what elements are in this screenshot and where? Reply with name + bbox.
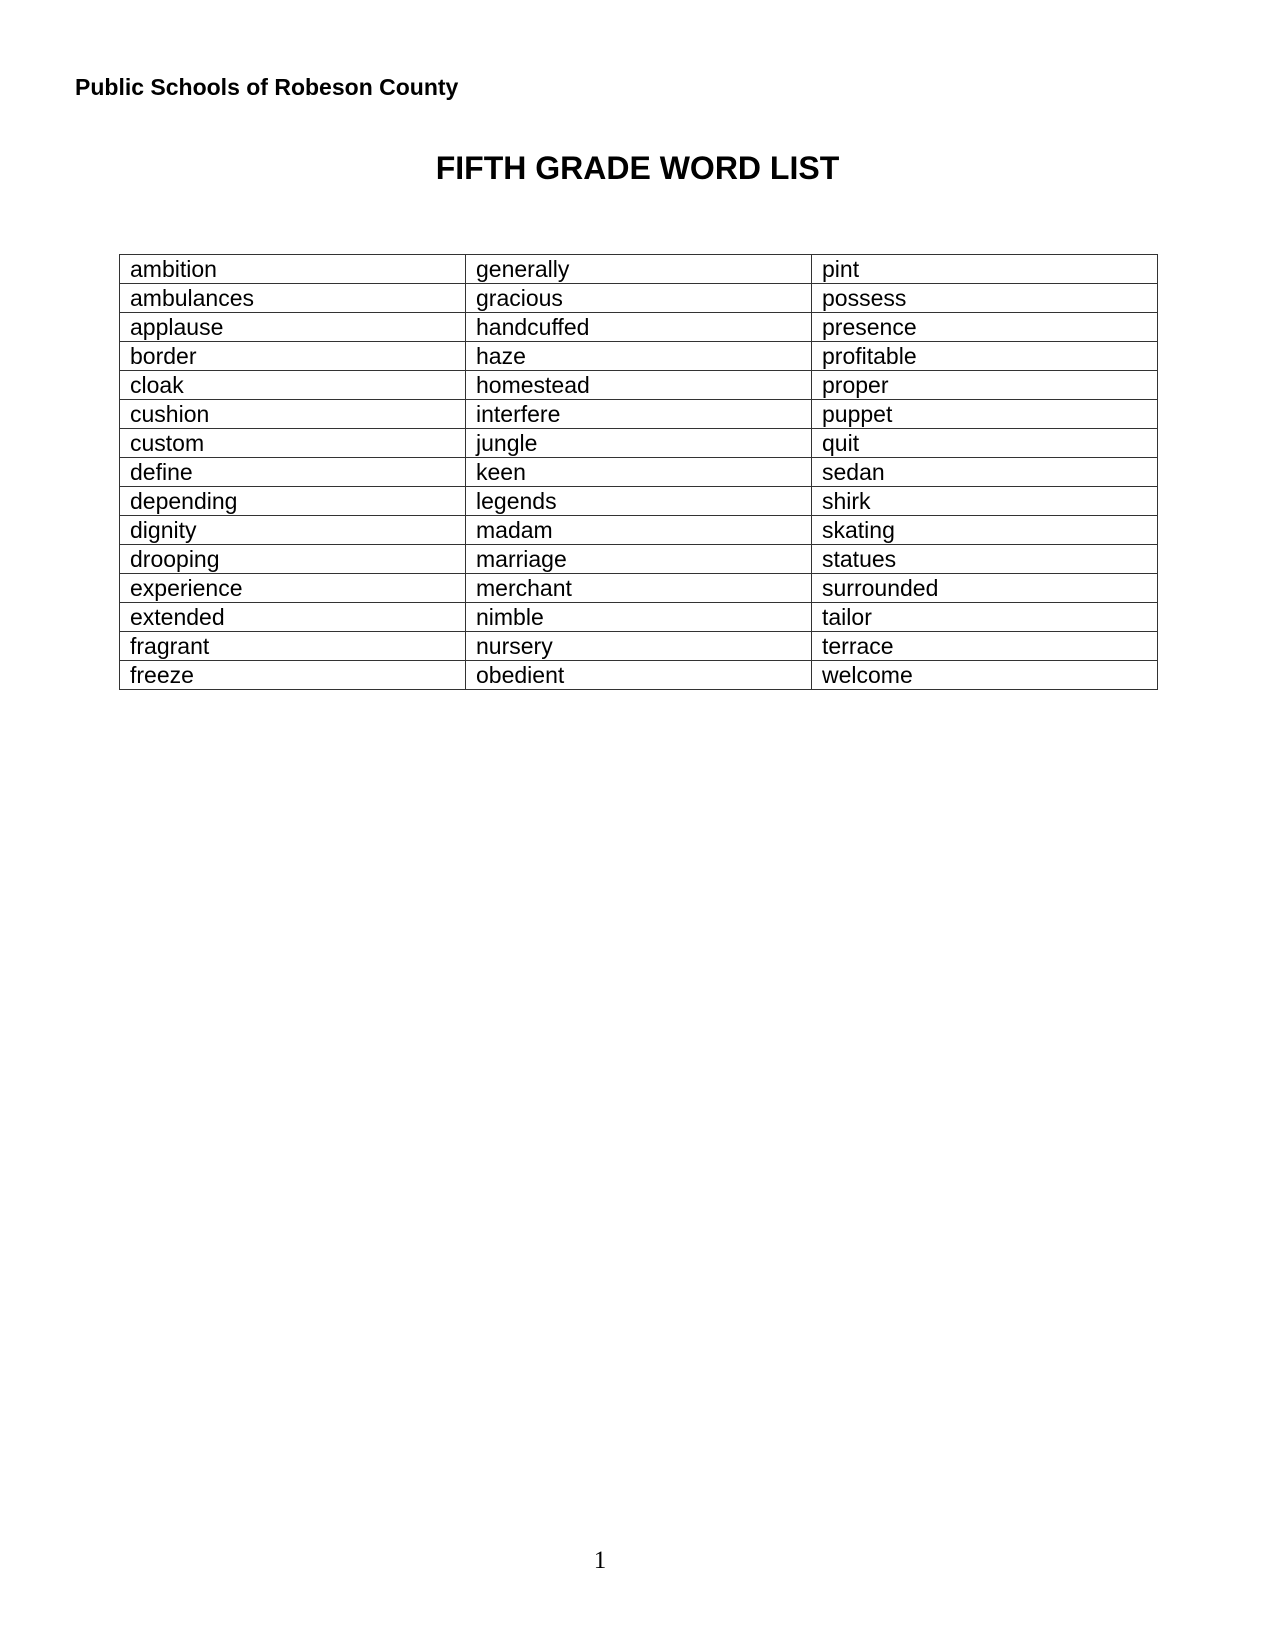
word-cell: homestead [466,371,812,400]
table-row [120,545,1158,574]
word-cell: experience [120,574,466,603]
word-cell: gracious [466,284,812,313]
word-cell: merchant [466,574,812,603]
word-cell: madam [466,516,812,545]
page-title: FIFTH GRADE WORD LIST [435,150,840,186]
word-cell: marriage [466,545,812,574]
word-cell: custom [120,429,466,458]
word-cell: handcuffed [466,313,812,342]
word-cell: terrace [812,632,1158,661]
table-row [120,313,1158,342]
word-cell: keen [466,458,812,487]
word-cell: border [120,342,466,371]
word-list-rows [120,255,1158,690]
table-row [120,371,1158,400]
word-cell: ambulances [120,284,466,313]
table-row [120,632,1158,661]
word-cell: profitable [812,342,1158,371]
table-row [120,255,1158,284]
word-cell: sedan [812,458,1158,487]
organization-header: Public Schools of Robeson County [75,74,459,100]
word-cell: surrounded [812,574,1158,603]
word-cell: tailor [812,603,1158,632]
word-cell: drooping [120,545,466,574]
table-row [120,574,1158,603]
word-cell: dignity [120,516,466,545]
table-row [120,458,1158,487]
word-cell: fragrant [120,632,466,661]
word-cell: possess [812,284,1158,313]
table-row [120,400,1158,429]
table-row [120,603,1158,632]
page-number: 1 [593,1547,607,1574]
word-cell: nursery [466,632,812,661]
word-cell: depending [120,487,466,516]
word-cell: generally [466,255,812,284]
word-cell: nimble [466,603,812,632]
word-cell: jungle [466,429,812,458]
word-cell: freeze [120,661,466,690]
word-cell: pint [812,255,1158,284]
table-row [120,661,1158,690]
table-row [120,342,1158,371]
word-cell: applause [120,313,466,342]
table-row [120,284,1158,313]
word-cell: ambition [120,255,466,284]
word-cell: interfere [466,400,812,429]
table-row [120,516,1158,545]
word-cell: define [120,458,466,487]
word-cell: extended [120,603,466,632]
table-row [120,429,1158,458]
word-cell: haze [466,342,812,371]
word-cell: puppet [812,400,1158,429]
word-cell: obedient [466,661,812,690]
word-cell: skating [812,516,1158,545]
word-cell: statues [812,545,1158,574]
word-cell: cushion [120,400,466,429]
table-row [120,487,1158,516]
word-cell: legends [466,487,812,516]
word-cell: quit [812,429,1158,458]
word-cell: cloak [120,371,466,400]
word-cell: shirk [812,487,1158,516]
word-cell: proper [812,371,1158,400]
word-cell: presence [812,313,1158,342]
word-cell: welcome [812,661,1158,690]
word-list-table [119,254,1158,690]
